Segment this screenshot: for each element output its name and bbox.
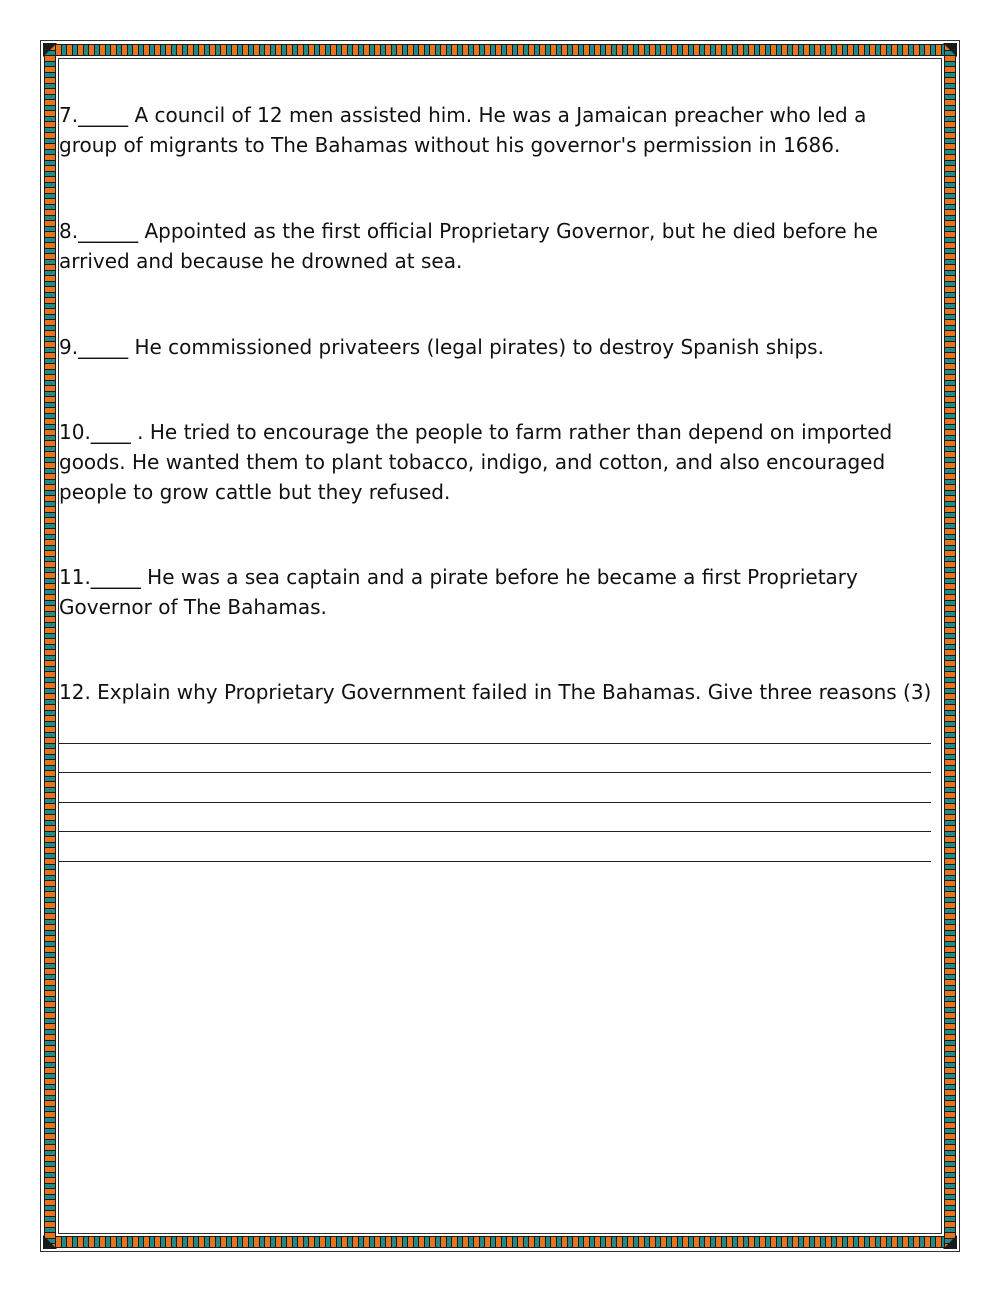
question-8: 8.______ Appointed as the first official Proprietary Governor, but he died before he arrived and because he drowned at sea.: [59, 219, 878, 273]
question-12: 12. Explain why Proprietary Government failed in The Bahamas. Give three reasons (3): [59, 680, 932, 704]
question-10: 10.____ . He tried to encourage the people to farm rather than depend on imported goods. He wanted them to plant tobacco, indigo, and cotton, and also encouraged people to grow cattle but they refused.: [59, 420, 893, 504]
decorative-border-top: [44, 44, 956, 56]
answer-line[interactable]: [59, 714, 931, 744]
question-11: 11._____ He was a sea captain and a pirate before he became a first Proprietary Governor of The Bahamas.: [59, 565, 858, 619]
question-7: 7._____ A council of 12 men assisted him. He was a Jamaican preacher who led a group of migrants to The Bahamas without his governor's permission in 1686.: [59, 103, 867, 157]
answer-line[interactable]: [59, 832, 931, 862]
answer-line[interactable]: [59, 744, 931, 774]
answer-line[interactable]: [59, 773, 931, 803]
answer-line[interactable]: [59, 803, 931, 833]
question-9: 9._____ He commissioned privateers (legal pirates) to destroy Spanish ships.: [59, 335, 824, 359]
decorative-border-bottom: [44, 1236, 956, 1248]
answer-lines: [59, 714, 931, 862]
decorative-border-right: [944, 44, 956, 1248]
decorative-border-left: [44, 44, 56, 1248]
